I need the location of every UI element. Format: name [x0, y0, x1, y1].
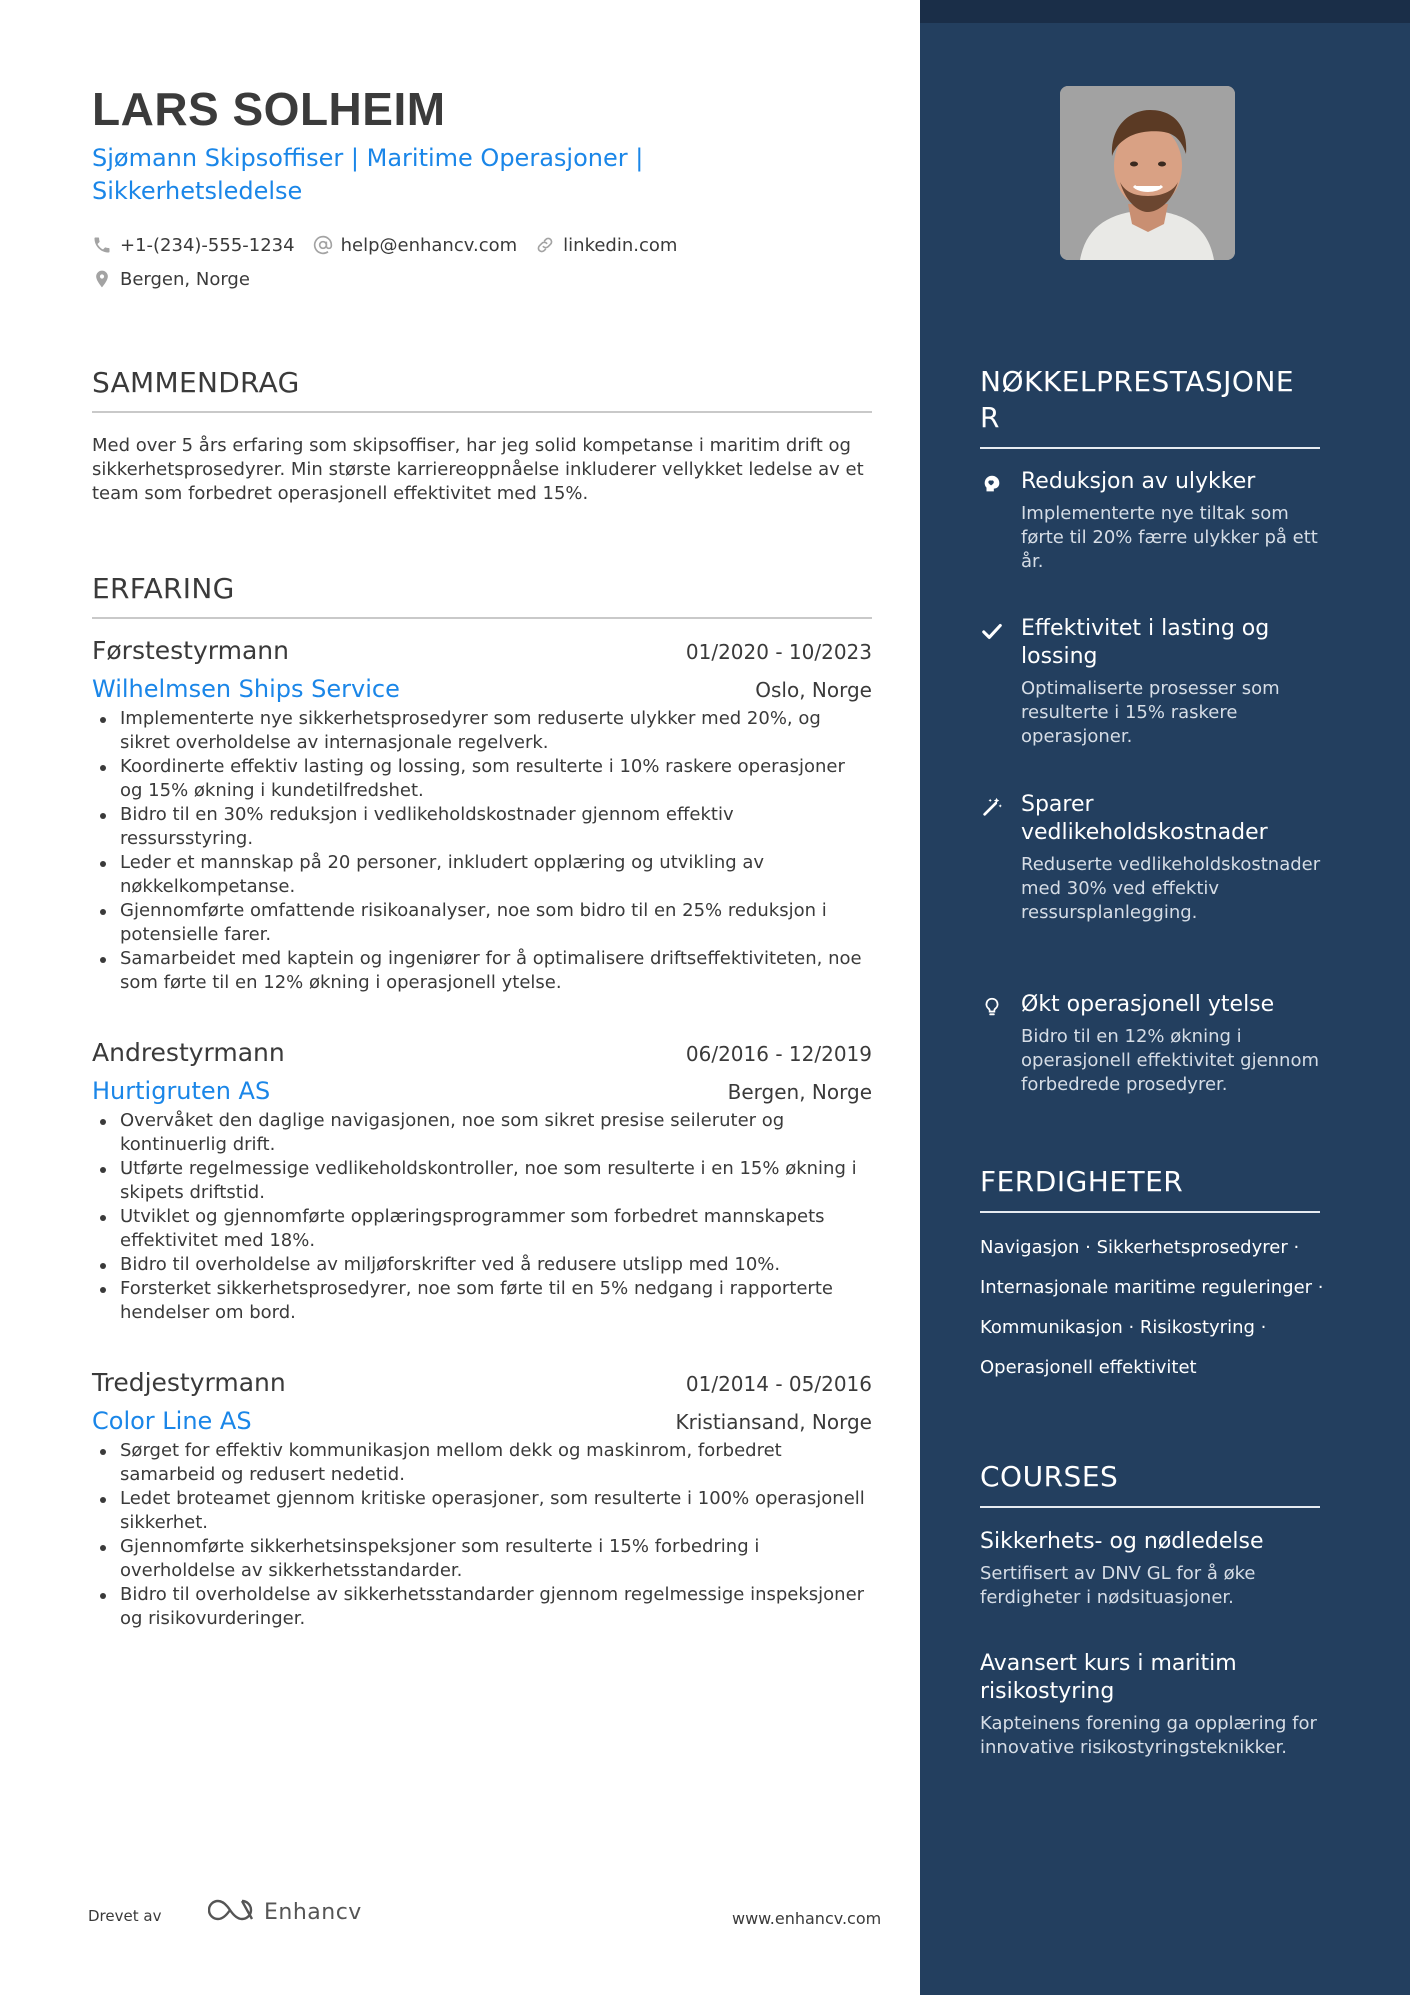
skill-line: Navigasjon · Sikkerhetsprosedyrer · — [980, 1237, 1300, 1258]
achievement-desc: Implementerte nye tiltak som førte til 20% færre ulykker på ett år. — [1021, 503, 1318, 572]
summary-text: Med over 5 års erfaring som skipsoffiser, har jeg solid kompetanse i maritim drift og sikkerhetsprosedyrer. Min største karriereoppnåelse inkluderer vellykket ledelse av et team som forbedret operasjonell effektivitet med 15%. — [92, 435, 864, 504]
achievement-item — [980, 468, 1330, 574]
summary-divider — [92, 411, 872, 413]
job-bullet: Bidro til overholdelse av miljøforskrifter ved å redusere utslipp med 10%. — [92, 1253, 872, 1277]
skills-list — [980, 1228, 1360, 1388]
achievement-item — [980, 791, 1330, 925]
course-title: Sikkerhets- og nødledelse — [980, 1529, 1264, 1554]
achievement-desc: Bidro til en 12% økning i operasjonell effektivitet gjennom forbedrede prosedyrer. — [1021, 1026, 1320, 1095]
at-sign-icon — [313, 235, 333, 255]
job-company[interactable]: Hurtigruten AS — [92, 1077, 271, 1105]
achievements-divider — [980, 447, 1320, 449]
courses-divider — [980, 1506, 1320, 1508]
infinity-logo-icon — [208, 1896, 256, 1928]
job-bullet: Ledet broteamet gjennom kritiske operasjoner, som resulterte i 100% operasjonell sikkerhet. — [92, 1487, 872, 1535]
achievement-title: Sparer vedlikeholdskostnader — [1021, 792, 1268, 845]
profile-photo — [1060, 86, 1235, 260]
job-subheader — [92, 1407, 872, 1435]
job-bullet: Implementerte nye sikkerhetsprosedyrer som reduserte ulykker med 20%, og sikret overholdelse av internasjonale regelverk. — [92, 707, 872, 755]
course-desc: Kapteinens forening ga opplæring for innovative risikostyringsteknikker. — [980, 1713, 1317, 1758]
lightbulb-icon — [980, 995, 1004, 1019]
achievements-heading-line-2: R — [980, 401, 1000, 434]
job-bullet: Koordinerte effektiv lasting og lossing, som resulterte i 10% raskere operasjoner og 15% økning i kundetilfredshet. — [92, 755, 872, 803]
job-title: Førstestyrmann — [92, 636, 289, 665]
footer-url[interactable]: www.enhancv.com — [732, 1909, 882, 1928]
checkmark-icon — [980, 619, 1004, 643]
headline-line-1: Sjømann Skipsoffiser | Maritime Operasjoner | — [92, 144, 644, 172]
headline-line-2: Sikkerhetsledelse — [92, 177, 303, 205]
achievement-title: Effektivitet i lasting og lossing — [1021, 616, 1270, 669]
job-subheader — [92, 675, 872, 703]
achievement-title: Økt operasjonell ytelse — [1021, 992, 1275, 1017]
contact-row-2 — [92, 262, 892, 296]
link-icon — [535, 235, 555, 255]
job-bullet: Bidro til en 30% reduksjon i vedlikeholdskostnader gjennom effektiv ressursstyring. — [92, 803, 872, 851]
powered-by-label: Drevet av — [88, 1907, 162, 1925]
job-title: Tredjestyrmann — [92, 1368, 286, 1397]
enhancv-logo[interactable] — [208, 1896, 362, 1928]
email-text: help@enhancv.com — [340, 234, 518, 256]
location-text: Bergen, Norge — [120, 268, 250, 290]
sidebar-top-bar — [920, 0, 1410, 23]
headline — [92, 142, 732, 208]
achievement-item — [980, 991, 1330, 1097]
job-bullet: Leder et mannskap på 20 personer, inkludert opplæring og utvikling av nøkkelkompetanse. — [92, 851, 872, 899]
email-contact[interactable] — [313, 235, 518, 256]
job-bullet: Gjennomførte sikkerhetsinspeksjoner som resulterte i 15% forbedring i overholdelse av sikkerhetsstandarder. — [92, 1535, 872, 1583]
contact-info — [92, 228, 892, 296]
job-date: 01/2020 - 10/2023 — [685, 640, 872, 664]
skill-line: Internasjonale maritime reguleringer · — [980, 1277, 1324, 1298]
job-bullet: Sørget for effektiv kommunikasjon mellom dekk og maskinrom, forbedret samarbeid og redusert nedetid. — [92, 1439, 872, 1487]
phone-contact[interactable] — [92, 235, 295, 256]
job-bullets — [92, 1109, 872, 1325]
job-entry — [92, 1038, 872, 1325]
job-entry — [92, 1368, 872, 1631]
job-company[interactable]: Wilhelmsen Ships Service — [92, 675, 400, 703]
course-title: Avansert kurs i maritim risikostyring — [980, 1651, 1237, 1704]
courses-heading: COURSES — [980, 1460, 1119, 1493]
achievements-heading — [980, 364, 1320, 436]
achievements-heading-line-1: NØKKELPRESTASJONE — [980, 365, 1295, 398]
hand-heart-icon — [980, 472, 1004, 496]
achievement-desc: Optimaliserte prosesser som resulterte i 15% raskere operasjoner. — [1021, 678, 1280, 747]
job-entry — [92, 636, 872, 995]
job-title: Andrestyrmann — [92, 1038, 285, 1067]
summary-heading: SAMMENDRAG — [92, 366, 300, 399]
phone-text: +1-(234)-555-1234 — [120, 234, 295, 256]
achievement-title: Reduksjon av ulykker — [1021, 469, 1256, 494]
skill-line: Kommunikasjon · Risikostyring · — [980, 1317, 1267, 1338]
achievement-item — [980, 615, 1330, 749]
job-bullet: Bidro til overholdelse av sikkerhetsstandarder gjennom regelmessige inspeksjoner og risikovurderinger. — [92, 1583, 872, 1631]
sidebar — [920, 0, 1410, 1995]
job-subheader — [92, 1077, 872, 1105]
job-bullet: Utviklet og gjennomførte opplæringsprogrammer som forbedret mannskapets effektivitet med 18%. — [92, 1205, 872, 1253]
magic-wand-icon — [980, 795, 1004, 819]
skill-line: Operasjonell effektivitet — [980, 1357, 1197, 1378]
job-bullets — [92, 707, 872, 995]
job-bullet: Forsterket sikkerhetsprosedyrer, noe som førte til en 5% nedgang i rapporterte hendelser om bord. — [92, 1277, 872, 1325]
experience-heading: ERFARING — [92, 572, 235, 605]
enhancv-brand-text: Enhancv — [264, 1899, 362, 1925]
skills-divider — [980, 1211, 1320, 1213]
contact-row-1 — [92, 228, 892, 262]
job-location: Bergen, Norge — [727, 1080, 872, 1104]
linkedin-text: linkedin.com — [563, 234, 678, 256]
job-bullet: Overvåket den daglige navigasjonen, noe som sikret presise seileruter og kontinuerlig drift. — [92, 1109, 872, 1157]
job-date: 06/2016 - 12/2019 — [685, 1042, 872, 1066]
location-contact — [92, 269, 250, 290]
job-location: Kristiansand, Norge — [675, 1410, 872, 1434]
job-date: 01/2014 - 05/2016 — [685, 1372, 872, 1396]
phone-icon — [92, 235, 112, 255]
job-bullet: Utførte regelmessige vedlikeholdskontroller, noe som resulterte i en 15% økning i skipets driftstid. — [92, 1157, 872, 1205]
job-bullet: Gjennomførte omfattende risikoanalyser, noe som bidro til en 25% reduksjon i potensielle farer. — [92, 899, 872, 947]
job-header — [92, 636, 872, 665]
job-bullets — [92, 1439, 872, 1631]
map-pin-icon — [92, 269, 112, 289]
course-item — [980, 1650, 1330, 1760]
experience-divider — [92, 617, 872, 619]
course-desc: Sertifisert av DNV GL for å øke ferdigheter i nødsituasjoner. — [980, 1563, 1256, 1608]
achievement-desc: Reduserte vedlikeholdskostnader med 30% ved effektiv ressursplanlegging. — [1021, 854, 1321, 923]
job-company[interactable]: Color Line AS — [92, 1407, 252, 1435]
skills-heading: FERDIGHETER — [980, 1165, 1184, 1198]
job-header — [92, 1368, 872, 1397]
linkedin-contact[interactable] — [535, 235, 677, 256]
job-header — [92, 1038, 872, 1067]
job-location: Oslo, Norge — [755, 678, 872, 702]
job-bullet: Samarbeidet med kaptein og ingeniører for å optimalisere driftseffektiviteten, noe som førte til en 12% økning i operasjonell ytelse. — [92, 947, 872, 995]
candidate-name: LARS SOLHEIM — [92, 83, 446, 135]
course-item — [980, 1528, 1330, 1610]
